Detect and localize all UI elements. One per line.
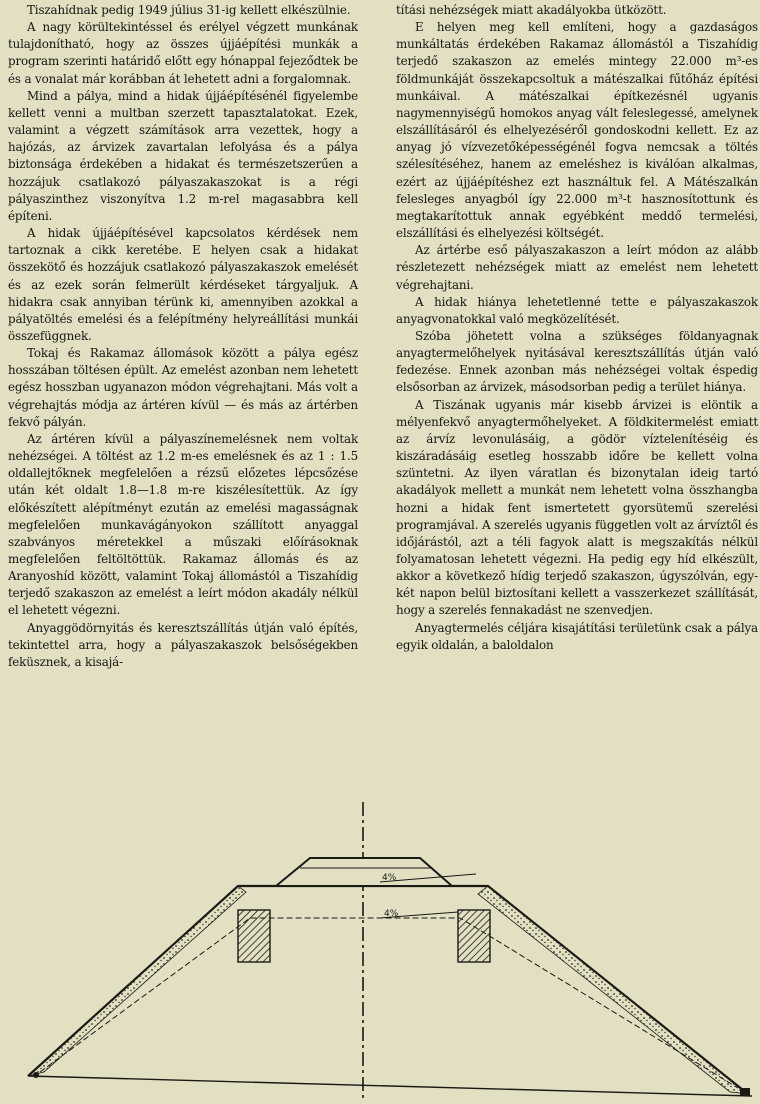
ballast-bed	[276, 858, 452, 886]
embankment-cross-section-figure	[0, 800, 760, 1104]
left-text-column	[8, 2, 358, 671]
embankment-cross-section-drawing	[0, 800, 760, 1104]
paragraph: Szóba jöhetett volna a szükséges földanyagnak anyagtermelőhelyek nyitásával keresztszállítás útján való fedezése. Ennek azonban más nehézségei voltak éspedig elsősorban az árvizek, másodsorban pedig a terület hiánya.	[396, 328, 758, 395]
paragraph: A Tiszának ugyanis már kisebb árvizei is elöntik a mélyenfekvő anyagtermőhelyeket. A földkitermelést emiatt az árvíz levonulásáig, a gödör víztelenítéséig és kiszáradásáig esetleg hosszabb időre be kellett volna szüntetni. Az ilyen váratlan és bizonytalan ideig tartó akadályok mellett a munkát nem lehetett volna összhangba hozni a hidak fent ismertetett gyorsütemű szerelési programjával. A szerelés ugyanis független volt az árvíztől és időjárástól, azt a téli fagyok alatt is megszakítás nélkül folyamatosan lehetett végezni. Ha pedig egy híd elkészült, akkor a következő hídig terjedő szakaszon, úgyszólván, egy-két napon belül biztosítani kellett a vasszerkezet szállítását, hogy a szerelés fennakadást ne szenvedjen.	[396, 397, 758, 618]
paragraph: A hidak hiánya lehetetlenné tette e pályaszakaszok anyagvonatokkal való megközelítését.	[396, 294, 758, 326]
paragraph: E helyen meg kell említeni, hogy a gazdaságos munkáltatás érdekében Rakamaz állomástól a Tiszahídig terjedő szakaszon az emelés mintegy 22.000 m³-es földmunkáját összekapcsoltuk a mátészalkai fűtőház építési munkáival. A mátészalkai építkezésnél ugyanis nagymennyiségű homokos anyag vált feleslegessé, amelynek elszállításáról és elhelyezéséről gondoskodni kellett. Ez az anyag jó vízvezetőképességénél fogva nemcsak a töltés szélesítéséhez, hanem az emeléshez is kiválóan alkalmas, ezért az újjáépítéshez ezt használtuk fel. A Mátészalkán felesleges anyagból így 22.000 m³-t hasznosítottunk és megtakarítottuk annak egyébként meddő termelési, elszállítási és elhelyezési költségét.	[396, 20, 758, 241]
paragraph: Mind a pálya, mind a hidak újjáépítésénél figyelembe kellett venni a multban szerzett tapasztalatokat. Ezek, valamint a végzett számítások arra vezettek, hogy a hajózás, az árvizek zavartalan lefolyása és a pálya biztonsága érdekében a hidakat és természetszerűen a hozzájuk csatlakozó pályaszakaszokat is a régi pályaszinthez viszonyítva 1.2 m-rel magasabbra kell építeni.	[8, 88, 358, 223]
paragraph: Tiszahídnak pedig 1949 július 31-ig kellett elkészülnie.	[27, 3, 351, 17]
lower-slope-label: 4%	[384, 909, 399, 919]
right-retaining-block	[458, 910, 490, 962]
right-toe-marker	[740, 1088, 750, 1096]
upper-slope-label: 4%	[382, 873, 397, 883]
left-toe-marker	[33, 1072, 39, 1078]
paragraph: Tokaj és Rakamaz állomások között a pálya egész hosszában töltésen épült. Az emelést azonban nem lehetett egész hosszban ugyanazon módon végrehajtani. Más volt a végrehajtás módja az ártéren kívül — és más az ártérben fekvő pályán.	[8, 346, 358, 429]
paragraph: Anyagtermelés céljára kisajátítási területünk csak a pálya egyik oldalán, a baloldalon	[396, 620, 758, 652]
paragraph-continued: títási nehézségek miatt akadályokba ütközött.	[396, 3, 667, 17]
paragraph: Az ártérbe eső pályaszakaszon a leírt módon az alább részletezett nehézségek miatt az emelést nem lehetett végrehajtani.	[396, 243, 758, 292]
right-widening-band	[478, 886, 748, 1094]
paragraph: Az ártéren kívül a pályaszínemelésnek nem voltak nehézségei. A töltést az 1.2 m-es emelésnek és az 1 : 1.5 oldallejtőknek megfelelően a rézsű előzetes lépcsőzése után két oldalt 1.8—1.8 m-re kiszélesítettük. Az így előkészített alépítményt ezután az emelési magasságnak megfelelően munkavágányokon szállított anyaggal szabványos méretekkel a műszaki előírásoknak megfelelően feltöltöttük. Rakamaz állomás és az Aranyoshíd között, valamint Tokaj állomástól a Tiszahídig terjedő szakaszon az emelést a leírt módon akadály nélkül el lehetett végezni.	[8, 431, 358, 618]
right-text-column	[396, 2, 758, 654]
left-retaining-block	[238, 910, 270, 962]
left-widening-band	[28, 886, 246, 1076]
paragraph: A nagy körültekintéssel és erélyel végzett munkának tulajdonítható, hogy az összes újjáépítési munkák a program szerinti határidő előtt egy hónappal fejeződtek be és a vonalat már korábban át lehetett adni a forgalomnak.	[8, 20, 358, 86]
ground-line	[28, 1076, 752, 1096]
paragraph: Anyaggödörnyitás és keresztszállítás útján való építés, tekintettel arra, hogy a pályaszakaszok belsőségekben feküsznek, a kisajá-	[8, 620, 358, 669]
paragraph: A hidak újjáépítésével kapcsolatos kérdések nem tartoznak a cikk keretébe. E helyen csak a hidakat összekötő és hozzájuk csatlakozó pályaszakaszok emelését és az ezek során felmerült kérdéseket tárgyaljuk. A hidakra csak annyiban térünk ki, amennyiben azokkal a pályatöltés emelési és a felépítmény helyreállítási munkái összefüggnek.	[8, 226, 358, 343]
